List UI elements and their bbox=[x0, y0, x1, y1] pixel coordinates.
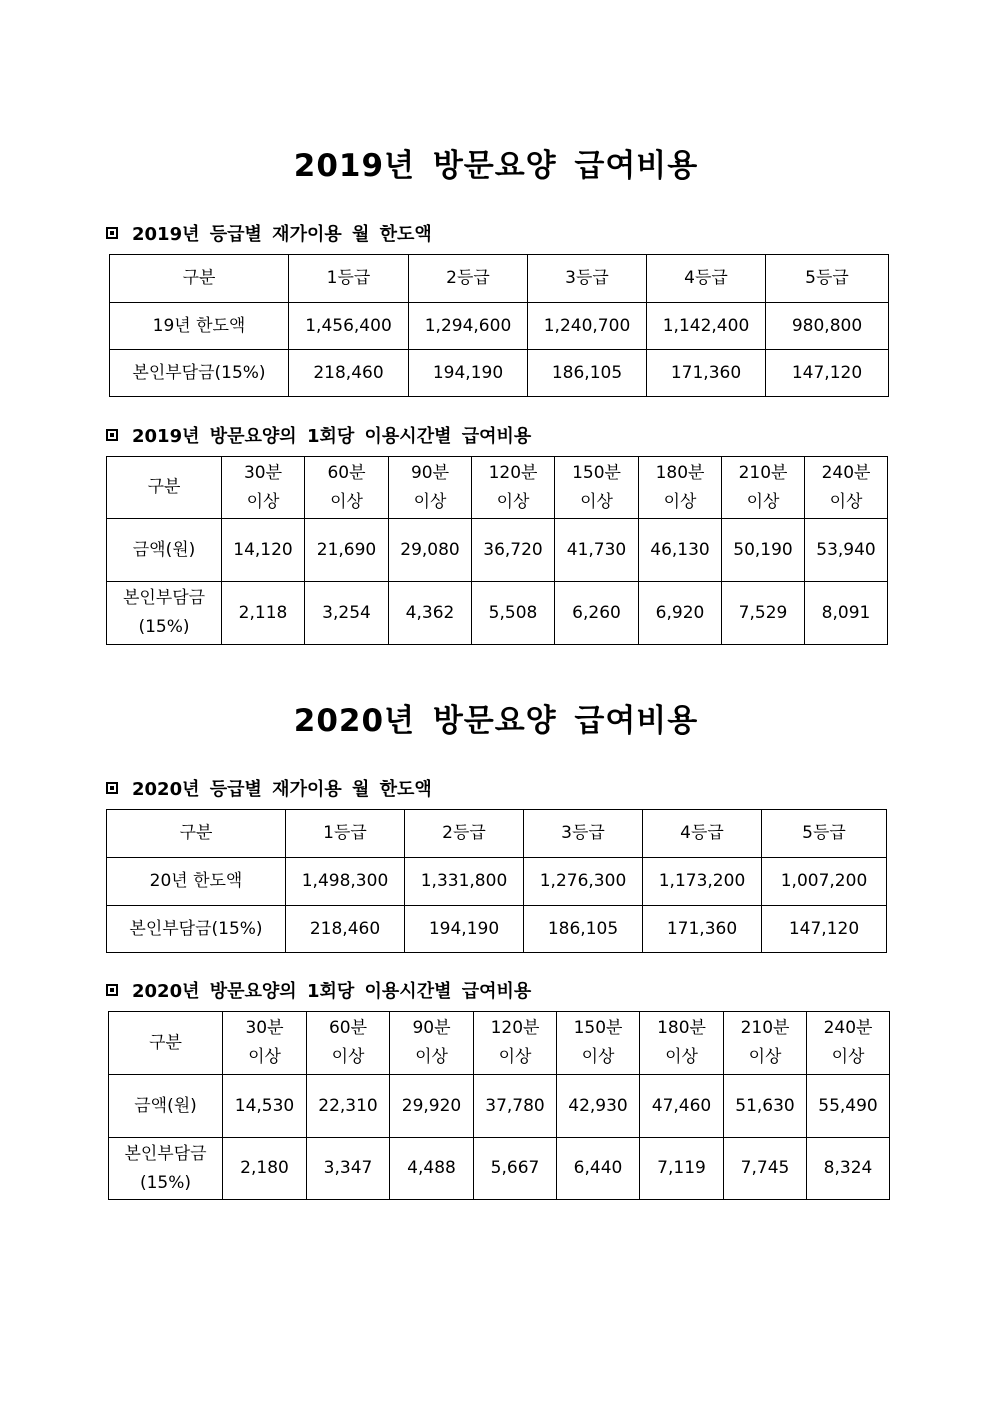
table-cell: 29,080 bbox=[389, 519, 472, 582]
time-label: 90분 bbox=[410, 462, 450, 483]
table-header-row bbox=[107, 810, 887, 858]
table-header-cell bbox=[805, 457, 888, 519]
time-label: 210분 bbox=[738, 462, 788, 483]
time-suffix: 이상 bbox=[248, 1047, 281, 1067]
table-cell: 1,276,300 bbox=[524, 858, 643, 906]
table-cell: 147,120 bbox=[762, 906, 887, 953]
time-suffix: 이상 bbox=[748, 1047, 782, 1067]
section-title-2020: 2020년 방문요양 급여비용 bbox=[293, 703, 699, 739]
table-header-cell: 2등급 bbox=[405, 810, 524, 858]
table-row bbox=[110, 350, 889, 397]
table-cell: 7,119 bbox=[640, 1138, 724, 1200]
time-heading-2019 bbox=[106, 422, 531, 448]
table-row bbox=[110, 303, 889, 350]
table-header-cell bbox=[223, 1012, 307, 1075]
table-header-cell: 4등급 bbox=[643, 810, 762, 858]
table-header-cell: 구분 bbox=[109, 1012, 223, 1075]
table-cell: 1,240,700 bbox=[528, 303, 647, 350]
row-label-cell: 금액(원) bbox=[109, 1075, 223, 1138]
table-row bbox=[107, 582, 888, 645]
time-label: 30분 bbox=[245, 1018, 284, 1038]
time-label: 150분 bbox=[572, 462, 621, 483]
table-header-cell bbox=[222, 457, 305, 519]
grade-heading-2019 bbox=[106, 220, 432, 246]
table-cell: 53,940 bbox=[805, 519, 888, 582]
table-cell: 55,490 bbox=[807, 1075, 890, 1138]
table-cell: 8,091 bbox=[805, 582, 888, 645]
grade-heading-text: 2020년 등급별 재가이용 월 한도액 bbox=[132, 779, 432, 800]
time-label: 90분 bbox=[412, 1018, 451, 1038]
table-cell: 42,930 bbox=[557, 1075, 640, 1138]
table-row bbox=[107, 519, 888, 582]
time-suffix: 이상 bbox=[415, 1047, 448, 1067]
square-bullet-icon bbox=[106, 782, 118, 794]
table-cell: 186,105 bbox=[524, 906, 643, 953]
table-header-cell bbox=[305, 457, 389, 519]
time-suffix: 이상 bbox=[498, 1047, 532, 1067]
time-label: 120분 bbox=[488, 462, 538, 483]
table-cell: 980,800 bbox=[766, 303, 889, 350]
time-suffix: 이상 bbox=[581, 1047, 615, 1067]
table-header-cell bbox=[557, 1012, 640, 1075]
row-label-cell bbox=[107, 582, 222, 645]
time-suffix: 이상 bbox=[665, 1047, 698, 1067]
time-suffix: 이상 bbox=[246, 491, 280, 512]
table-cell: 14,120 bbox=[222, 519, 305, 582]
table-header-cell: 구분 bbox=[107, 810, 286, 858]
row-label-cell: 본인부담금(15%) bbox=[107, 906, 286, 953]
table-header-cell: 5등급 bbox=[762, 810, 887, 858]
table-cell: 22,310 bbox=[307, 1075, 390, 1138]
table-cell: 1,456,400 bbox=[289, 303, 409, 350]
row-label-cell: 19년 한도액 bbox=[110, 303, 289, 350]
time-label: 180분 bbox=[655, 462, 705, 483]
table-row bbox=[109, 1138, 890, 1200]
grade-table-2020 bbox=[106, 809, 887, 953]
table-cell: 7,529 bbox=[722, 582, 805, 645]
table-cell: 4,362 bbox=[389, 582, 472, 645]
table-row bbox=[107, 906, 887, 953]
table-header-cell bbox=[555, 457, 639, 519]
table-cell: 1,173,200 bbox=[643, 858, 762, 906]
table-header-cell bbox=[640, 1012, 724, 1075]
table-cell: 171,360 bbox=[643, 906, 762, 953]
time-suffix: 이상 bbox=[413, 491, 447, 512]
row-label-cell: 20년 한도액 bbox=[107, 858, 286, 906]
time-label: 150분 bbox=[573, 1018, 623, 1038]
table-header-cell: 5등급 bbox=[766, 255, 889, 303]
table-header-cell bbox=[807, 1012, 890, 1075]
table-header-row bbox=[110, 255, 889, 303]
table-header-cell: 1등급 bbox=[289, 255, 409, 303]
table-cell: 4,488 bbox=[390, 1138, 474, 1200]
time-label: 240분 bbox=[821, 462, 871, 483]
table-header-cell bbox=[724, 1012, 807, 1075]
table-cell: 218,460 bbox=[286, 906, 405, 953]
time-heading-2020 bbox=[106, 977, 531, 1003]
table-header-cell: 3등급 bbox=[524, 810, 643, 858]
table-header-cell: 구분 bbox=[107, 457, 222, 519]
time-suffix: 이상 bbox=[663, 491, 697, 512]
table-header-cell bbox=[639, 457, 722, 519]
time-suffix: 이상 bbox=[580, 491, 613, 512]
table-header-cell bbox=[474, 1012, 557, 1075]
table-cell: 1,498,300 bbox=[286, 858, 405, 906]
row-label-cell: 금액(원) bbox=[107, 519, 222, 582]
copay-percent: (15%) bbox=[138, 617, 190, 637]
table-cell: 1,142,400 bbox=[647, 303, 766, 350]
table-row bbox=[107, 858, 887, 906]
copay-label: 본인부담금 bbox=[122, 588, 206, 608]
table-cell: 41,730 bbox=[555, 519, 639, 582]
table-header-cell bbox=[722, 457, 805, 519]
table-cell: 186,105 bbox=[528, 350, 647, 397]
table-header-row bbox=[109, 1012, 890, 1075]
table-cell: 8,324 bbox=[807, 1138, 890, 1200]
grade-heading-text: 2019년 등급별 재가이용 월 한도액 bbox=[132, 224, 432, 245]
table-header-cell: 구분 bbox=[110, 255, 289, 303]
table-cell: 6,260 bbox=[555, 582, 639, 645]
time-suffix: 이상 bbox=[831, 1047, 865, 1067]
table-cell: 171,360 bbox=[647, 350, 766, 397]
table-cell: 47,460 bbox=[640, 1075, 724, 1138]
table-cell: 37,780 bbox=[474, 1075, 557, 1138]
table-cell: 21,690 bbox=[305, 519, 389, 582]
table-header-cell bbox=[307, 1012, 390, 1075]
table-cell: 2,118 bbox=[222, 582, 305, 645]
time-table-2019 bbox=[106, 456, 888, 645]
table-cell: 46,130 bbox=[639, 519, 722, 582]
time-table-2020 bbox=[108, 1011, 890, 1200]
table-cell: 2,180 bbox=[223, 1138, 307, 1200]
time-label: 120분 bbox=[490, 1018, 540, 1038]
time-suffix: 이상 bbox=[330, 491, 363, 512]
table-cell: 3,254 bbox=[305, 582, 389, 645]
square-bullet-icon bbox=[106, 984, 118, 996]
time-label: 60분 bbox=[327, 462, 366, 483]
table-cell: 6,440 bbox=[557, 1138, 640, 1200]
time-label: 30분 bbox=[243, 462, 283, 483]
time-label: 240분 bbox=[823, 1018, 873, 1038]
table-header-cell: 3등급 bbox=[528, 255, 647, 303]
table-header-cell: 4등급 bbox=[647, 255, 766, 303]
table-cell: 1,331,800 bbox=[405, 858, 524, 906]
time-suffix: 이상 bbox=[746, 491, 780, 512]
table-cell: 5,508 bbox=[472, 582, 555, 645]
row-label-cell: 본인부담금(15%) bbox=[110, 350, 289, 397]
time-suffix: 이상 bbox=[331, 1047, 365, 1067]
time-label: 60분 bbox=[328, 1018, 368, 1038]
table-header-cell bbox=[389, 457, 472, 519]
table-cell: 29,920 bbox=[390, 1075, 474, 1138]
table-row bbox=[109, 1075, 890, 1138]
square-bullet-icon bbox=[106, 227, 118, 239]
table-cell: 36,720 bbox=[472, 519, 555, 582]
table-cell: 1,007,200 bbox=[762, 858, 887, 906]
table-header-cell bbox=[472, 457, 555, 519]
table-header-cell: 1등급 bbox=[286, 810, 405, 858]
time-label: 210분 bbox=[740, 1018, 790, 1038]
square-bullet-icon bbox=[106, 429, 118, 441]
section-title-2019: 2019년 방문요양 급여비용 bbox=[293, 148, 699, 184]
table-cell: 194,190 bbox=[405, 906, 524, 953]
table-cell: 5,667 bbox=[474, 1138, 557, 1200]
table-header-row bbox=[107, 457, 888, 519]
table-cell: 147,120 bbox=[766, 350, 889, 397]
time-suffix: 이상 bbox=[496, 491, 530, 512]
table-cell: 194,190 bbox=[409, 350, 528, 397]
table-header-cell bbox=[390, 1012, 474, 1075]
table-cell: 3,347 bbox=[307, 1138, 390, 1200]
copay-label: 본인부담금 bbox=[124, 1143, 207, 1164]
table-cell: 50,190 bbox=[722, 519, 805, 582]
table-cell: 7,745 bbox=[724, 1138, 807, 1200]
table-cell: 1,294,600 bbox=[409, 303, 528, 350]
time-suffix: 이상 bbox=[829, 491, 863, 512]
grade-heading-2020 bbox=[106, 775, 432, 801]
table-cell: 6,920 bbox=[639, 582, 722, 645]
time-label: 180분 bbox=[657, 1018, 706, 1038]
grade-table-2019 bbox=[109, 254, 889, 397]
table-header-cell: 2등급 bbox=[409, 255, 528, 303]
time-heading-text: 2020년 방문요양의 1회당 이용시간별 급여비용 bbox=[132, 981, 532, 1002]
table-cell: 218,460 bbox=[289, 350, 409, 397]
table-cell: 51,630 bbox=[724, 1075, 807, 1138]
row-label-cell bbox=[109, 1138, 223, 1200]
copay-percent: (15%) bbox=[139, 1172, 192, 1193]
time-heading-text: 2019년 방문요양의 1회당 이용시간별 급여비용 bbox=[132, 426, 532, 447]
table-cell: 14,530 bbox=[223, 1075, 307, 1138]
